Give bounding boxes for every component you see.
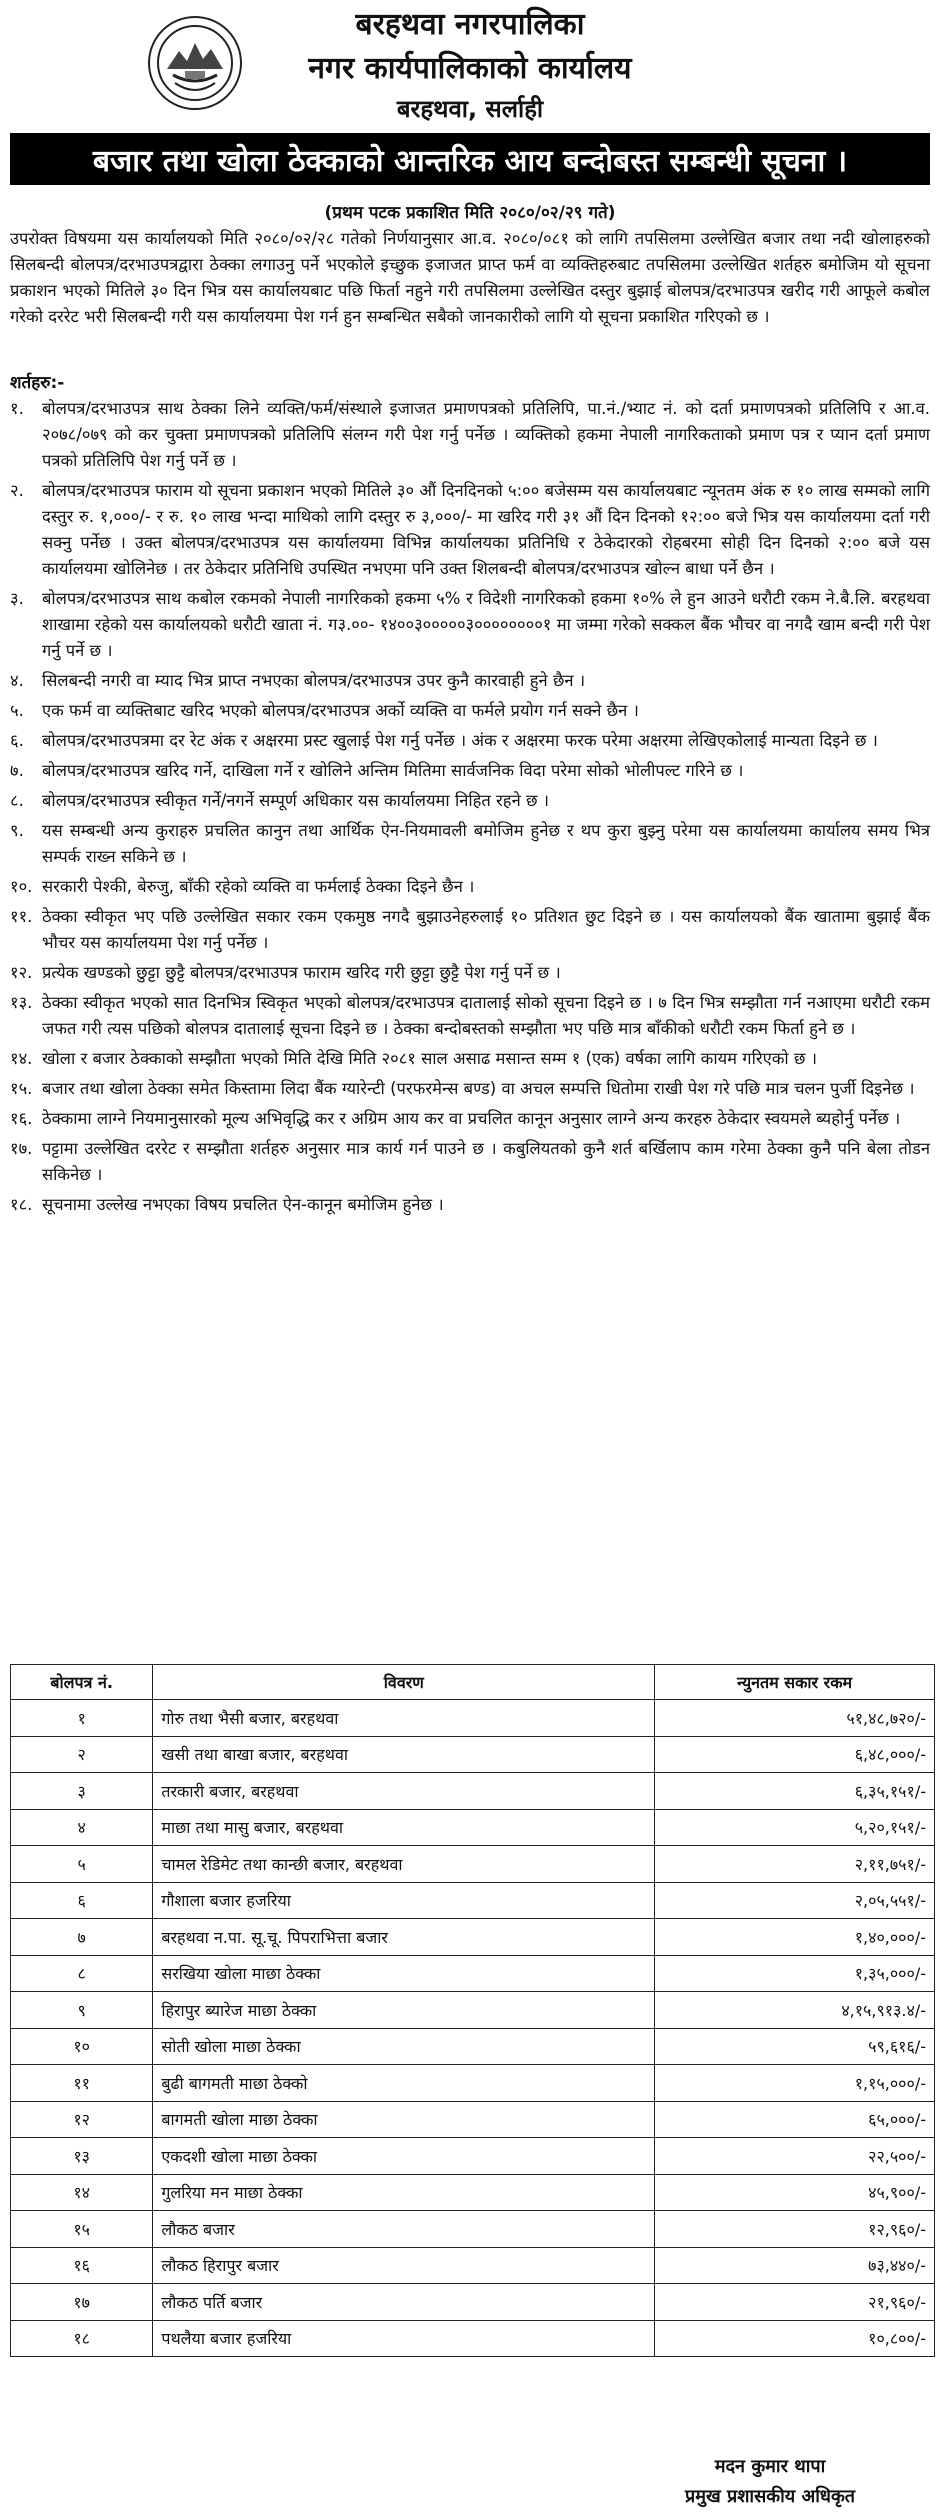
description-cell: बुढी बागमती माछा ठेक्को [153,2065,655,2102]
condition-item [10,758,930,784]
condition-number: १७. [10,1139,33,1158]
amount-cell: ६,४८,०००/- [655,1736,935,1773]
table-row [11,1882,935,1919]
amount-cell: ५१,४८,७२०/- [655,1700,935,1737]
condition-item [10,1046,930,1072]
table-row [11,1992,935,2029]
condition-text: प्रत्येक खण्डको छुट्टा छुट्टै बोलपत्र/दरभाउपत्र फाराम खरिद गरी छुट्टा छुट्टै पेश गर्नु पर्ने छ । [42,963,561,982]
condition-number: ४. [10,671,24,690]
table-row [11,2065,935,2102]
condition-text: यस सम्बन्धी अन्य कुराहरु प्रचलित कानुन तथा आर्थिक ऐन-नियमावली बमोजिम हुनेछ र थप कुरा बुझ्नु परेमा यस कार्यालयमा कार्यालय समय भित्र सम्पर्क राख्न सकिने छ । [42,821,930,866]
column-header: बोलपत्र नं. [11,1665,153,1700]
amount-cell: ६,३५,१५१/- [655,1773,935,1810]
description-cell: लौकठ पर्ति बजार [153,2284,655,2321]
description-cell: सरखिया खोला माछा ठेक्का [153,1955,655,1992]
description-cell: बरहथवा न.पा. सू.चू. पिपराभित्ता बजार [153,1919,655,1956]
intro-paragraph: उपरोक्त विषयमा यस कार्यालयको मिति २०८०/०२/२८ गतेको निर्णयानुसार आ.व. २०८०/०८१ को लागि तपसिलमा उल्लेखित बजार तथा नदी खोलाहरुको सिलबन्दी बोलपत्र/दरभाउपत्रद्वारा ठेक्का लगाउनु पर्ने भएकोले इच्छुक इजाजत प्राप्त फर्म वा व्यक्तिहरुबाट तपसिलमा उल्लेखित शर्तहरु बमोजिम यो सूचना प्रकाशन भएको मितिले ३० दिन भित्र यस कार्यालयबाट पछि फिर्ता नहुने गरी तपसिलमा उल्लेखित दस्तुर बुझाई बोलपत्र/दरभाउपत्र खरीद गरी आफूले कबोल गरेको दररेट भरी सिलबन्दी गरी यस कार्यालयमा पेश गर्न हुन सम्बन्धित सबैको जानकारीको लागि यो सूचना प्रकाशित गरिएको छ । [10,229,930,326]
condition-number: १५. [10,1079,33,1098]
condition-text: ठेक्का स्वीकृत भए पछि उल्लेखित सकार रकम एकमुष्ठ नगदै बुझाउनेहरुलाई १० प्रतिशत छुट दिइने छ । यस कार्यालयको बैंक खातामा बुझाई बैंक भौचर यस कार्यालयमा पेश गर्नु पर्नेछ । [42,907,930,952]
condition-text: बोलपत्र/दरभाउपत्र स्वीकृत गर्ने/नगर्ने सम्पूर्ण अधिकार यस कार्यालयमा निहित रहने छ । [42,791,550,810]
table-header-row [11,1665,935,1700]
table-row [11,1955,935,1992]
condition-item [10,478,930,582]
condition-item [10,960,930,986]
amount-cell: ५,२०,१५१/- [655,1809,935,1846]
condition-number: १२. [10,963,33,982]
condition-text: ठेक्कामा लाग्ने नियमानुसारको मूल्य अभिवृद्धि कर र अग्रिम आय कर वा प्रचलित कानून अनुसार लाग्ने अन्य करहरु ठेकेदार स्वयमले ब्यहोर्नु पर्नेछ । [42,1109,901,1128]
amount-cell: ६५,०००/- [655,2101,935,2138]
table-row [11,2028,935,2065]
amount-cell: ४५,९००/- [655,2174,935,2211]
condition-text: बोलपत्र/दरभाउपत्रमा दर रेट अंक र अक्षरमा प्रस्ट खुलाई पेश गर्नु पर्नेछ । अंक र अक्षरमा फरक परेमा अक्षरमा लेखिएकोलाई मान्यता दिइने छ । [42,731,878,750]
amount-cell: ५९,६१६/- [655,2028,935,2065]
table-row [11,1700,935,1737]
condition-text: बोलपत्र/दरभाउपत्र खरिद गर्ने, दाखिला गर्ने र खोलिने अन्तिम मितिमा सार्वजनिक विदा परेमा सोको भोलीपल्ट गरिने छ । [42,761,744,780]
table-row [11,2174,935,2211]
bid-number-cell: १७ [11,2284,153,2321]
condition-item [10,904,930,956]
bid-number-cell: १५ [11,2211,153,2248]
condition-item [10,874,930,900]
column-header: विवरण [153,1665,655,1700]
table-row [11,2284,935,2321]
amount-cell: १,३५,०००/- [655,1955,935,1992]
signatory-name: मदन कुमार थापा [714,2456,826,2477]
condition-text: ठेक्का स्वीकृत भएको सात दिनभित्र स्विकृत भएको बोलपत्र/दरभाउपत्र दातालाई सोको सूचना दिइने छ । ७ दिन भित्र सम्झौता गर्न नआएमा धरौटी रकम जफत गरी त्यस पछिको बोलपत्र दातालाई सूचना दिइने छ । ठेक्का बन्दोबस्तको सम्झौता भए पछि मात्र बाँकीको धरौटी रकम फिर्ता हुने छ । [42,993,930,1038]
condition-number: २. [10,481,24,500]
condition-item [10,728,930,754]
publish-date: (प्रथम पटक प्रकाशित मिति २०८०/०२/२९ गते) [324,203,616,223]
column-header: न्युनतम सकार रकम [655,1665,935,1700]
bid-number-cell: १४ [11,2174,153,2211]
notice-title: बजार तथा खोला ठेक्काको आन्तरिक आय बन्दोबस्त सम्बन्धी सूचना । [10,133,930,185]
bid-number-cell: १३ [11,2138,153,2175]
amount-cell: १०,८००/- [655,2320,935,2357]
header [0,0,940,130]
amount-cell: १,१५,०००/- [655,2065,935,2102]
bid-number-cell: २ [11,1736,153,1773]
condition-item [10,586,930,664]
office-address: बरहथवा, सर्लाही [396,95,544,123]
description-cell: माछा तथा मासु बजार, बरहथवा [153,1809,655,1846]
description-cell: तरकारी बजार, बरहथवा [153,1773,655,1810]
condition-item [10,818,930,870]
table-row [11,1919,935,1956]
amount-cell: २,०५,५५१/- [655,1882,935,1919]
table-row [11,1773,935,1810]
amount-cell: २१,९६०/- [655,2284,935,2321]
condition-number: १४. [10,1049,33,1068]
office-name: नगर कार्यपालिकाको कार्यालय [308,51,632,86]
table-row [11,1736,935,1773]
bid-number-cell: ३ [11,1773,153,1810]
table-row [11,2247,935,2284]
amount-cell: १,४०,०००/- [655,1919,935,1956]
bid-number-cell: १८ [11,2320,153,2357]
bid-number-cell: ८ [11,1955,153,1992]
condition-item [10,1136,930,1188]
condition-text: एक फर्म वा व्यक्तिबाट खरिद भएको बोलपत्र/दरभाउपत्र अर्को व्यक्ति वा फर्मले प्रयोग गर्न सक्ने छैन । [42,701,639,720]
bid-number-cell: १२ [11,2101,153,2138]
condition-text: बोलपत्र/दरभाउपत्र साथ कबोल रकमको नेपाली नागरिकको हकमा ५% र विदेशी नागरिकको हकमा १०% ले हुन आउने धरौटी रकम ने.बै.लि. बरहथवा शाखामा रहेको यस कार्यालयको धरौटी खाता नं. ग३.००- १४००३०००००३००००००००१ मा जम्मा गरेको सक्कल बैंक भौचर वा नगदै खाम बन्दी गरी पेश गर्नु पर्ने छ । [42,589,930,660]
condition-number: १०. [10,877,33,896]
condition-item [10,1076,930,1102]
description-cell: हिरापुर ब्यारेज माछा ठेक्का [153,1992,655,2029]
condition-item [10,990,930,1042]
table-row [11,2211,935,2248]
description-cell: चामल रेडिमेट तथा कान्छी बजार, बरहथवा [153,1846,655,1883]
condition-text: बोलपत्र/दरभाउपत्र फाराम यो सूचना प्रकाशन भएको मितिले ३० औं दिनदिनको ५:०० बजेसम्म यस कार्यालयबाट न्यूनतम अंक रु १० लाख सम्मको लागि दस्तुर रु. १,०००/- र रु. १० लाख भन्दा माथिको लागि दस्तुर रु ३,०००/- मा खरिद गरी ३१ औं दिन दिनको १२:०० बजे भित्र यस कार्यालयमा दर्ता गरी सक्नु पर्नेछ । उक्त बोलपत्र/दरभाउपत्र यस कार्यालयमा विभिन्न कार्यालयका प्रतिनिधि र ठेकेदारको रोहबरमा सोही दिन दिनको २:०० बजे यस कार्यालयमा खोलिनेछ । तर ठेकेदार प्रतिनिधि उपस्थित नभएमा पनि उक्त शिलबन्दी बोलपत्र/दरभाउपत्र खोल्न बाधा पर्ने छैन । [42,481,930,578]
description-cell: सोती खोला माछा ठेक्का [153,2028,655,2065]
table-row [11,2138,935,2175]
condition-item [10,1106,930,1132]
bid-number-cell: १ [11,1700,153,1737]
condition-text: पट्टामा उल्लेखित दररेट र सम्झौता शर्तहरु अनुसार मात्र कार्य गर्न पाउने छ । कबुलियतको कुनै शर्त बर्खिलाप काम गरेमा ठेक्का कुनै पनि बेला तोडन सकिनेछ । [42,1139,930,1184]
description-cell: एकदशी खोला माछा ठेक्का [153,2138,655,2175]
bid-number-cell: ९ [11,1992,153,2029]
description-cell: पथलैया बजार हजरिया [153,2320,655,2357]
description-cell: लौकठ हिरापुर बजार [153,2247,655,2284]
condition-text: सरकारी पेश्की, बेरुजु, बाँकी रहेको व्यक्ति वा फर्मलाई ठेक्का दिइने छैन । [42,877,475,896]
condition-item [10,1192,930,1218]
amount-cell: २,११,७५१/- [655,1846,935,1883]
amount-cell: ७३,४४०/- [655,2247,935,2284]
description-cell: गौशाला बजार हजरिया [153,1882,655,1919]
table-row [11,1846,935,1883]
conditions-heading: शर्तहरु:- [10,373,65,393]
condition-item [10,788,930,814]
amount-cell: ४,१५,९१३.४/- [655,1992,935,2029]
bid-number-cell: १० [11,2028,153,2065]
condition-number: १८. [10,1195,33,1214]
bid-number-cell: ११ [11,2065,153,2102]
description-cell: गुलरिया मन माछा ठेक्का [153,2174,655,2211]
conditions-list [10,396,930,1222]
bid-table [10,1664,935,2357]
condition-number: ११. [10,907,33,926]
table-row [11,1809,935,1846]
condition-number: ३. [10,589,24,608]
condition-text: सिलबन्दी नगरी वा म्याद भित्र प्राप्त नभएका बोलपत्र/दरभाउपत्र उपर कुनै कारवाही हुने छैन । [42,671,586,690]
condition-text: बोलपत्र/दरभाउपत्र साथ ठेक्का लिने व्यक्ति/फर्म/संस्थाले इजाजत प्रमाणपत्रको प्रतिलिपि, पा.नं./भ्याट नं. को दर्ता प्रमाणपत्रको प्रतिलिपि र आ.व. २०७८/०७९ को कर चुक्ता प्रमाणपत्रको प्रतिलिपि संलग्न गरी पेश गर्नु पर्नेछ । व्यक्तिको हकमा नेपाली नागरिकताको प्रमाण पत्र र प्यान दर्ता प्रमाण पत्रको प्रतिलिपि पेश गर्नु पर्ने छ । [42,399,930,470]
signatory-designation: प्रमुख प्रशासकीय अधिकृत [684,2486,856,2507]
condition-item [10,668,930,694]
condition-number: ५. [10,701,24,720]
table-row [11,2320,935,2357]
amount-cell: १२,९६०/- [655,2211,935,2248]
condition-number: ८. [10,791,24,810]
condition-item [10,698,930,724]
condition-number: १. [10,399,24,418]
description-cell: बागमती खोला माछा ठेक्का [153,2101,655,2138]
description-cell: गोरु तथा भैसी बजार, बरहथवा [153,1700,655,1737]
bid-number-cell: ७ [11,1919,153,1956]
description-cell: खसी तथा बाखा बजार, बरहथवा [153,1736,655,1773]
bid-number-cell: ४ [11,1809,153,1846]
municipality-name: बरहथवा नगरपालिका [355,7,585,42]
condition-number: १३. [10,993,33,1012]
condition-number: ६. [10,731,24,750]
bid-number-cell: ५ [11,1846,153,1883]
bid-number-cell: १६ [11,2247,153,2284]
condition-text: सूचनामा उल्लेख नभएका विषय प्रचलित ऐन-कानून बमोजिम हुनेछ । [42,1195,444,1214]
condition-number: ७. [10,761,24,780]
description-cell: लौकठ बजार [153,2211,655,2248]
signature-block [620,2452,920,2512]
condition-item [10,396,930,474]
condition-number: ९. [10,821,24,840]
amount-cell: २२,५००/- [655,2138,935,2175]
condition-text: बजार तथा खोला ठेक्का समेत किस्तामा लिदा बैंक ग्यारेन्टी (परफरमेन्स बण्ड) वा अचल सम्पत्ति धितोमा राखी पेश गरे पछि मात्र चलन पुर्जी दिइनेछ । [42,1079,915,1098]
table-row [11,2101,935,2138]
bid-number-cell: ६ [11,1882,153,1919]
condition-text: खोला र बजार ठेक्काको सम्झौता भएको मिति देखि मिति २०८१ साल असाढ मसान्त सम्म १ (एक) वर्षका लागि कायम गरिएको छ । [42,1049,817,1068]
condition-number: १६. [10,1109,33,1128]
